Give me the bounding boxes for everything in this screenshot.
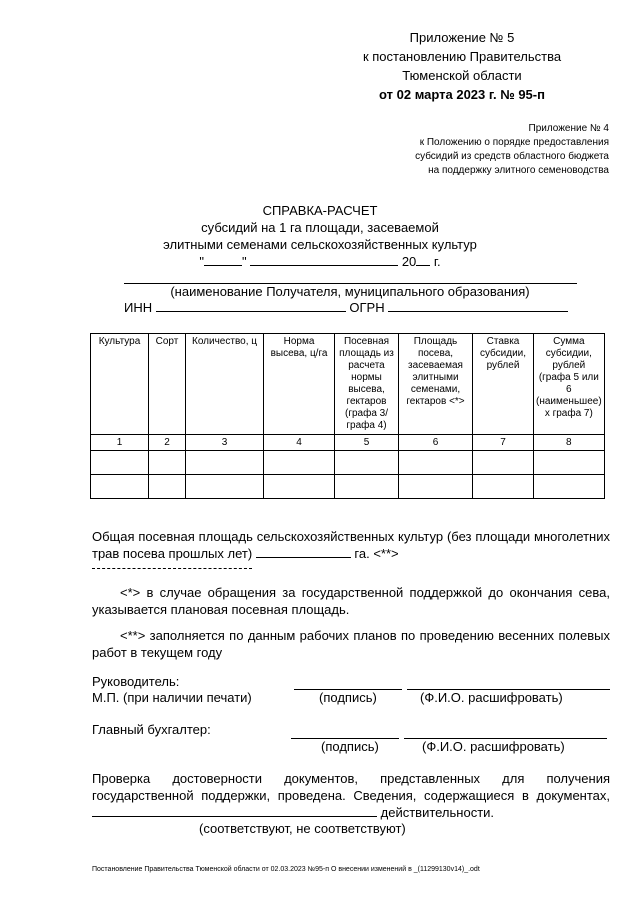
date-suffix: г. <box>433 254 441 269</box>
appendix-sub <box>309 122 609 178</box>
appendix-sub-line4: на поддержку элитного семеноводства <box>428 165 609 176</box>
head-sign-caption: (подпись) <box>319 690 377 705</box>
appendix-sub-line1: Приложение № 4 <box>528 123 609 134</box>
ogrn-label: ОГРН <box>349 300 385 315</box>
header-cell: Культура <box>91 334 149 435</box>
date-year-blank <box>416 253 430 266</box>
accountant-sign-caption: (подпись) <box>321 739 379 754</box>
title-line1: СПРАВКА-РАСЧЕТ <box>262 203 378 218</box>
title-line3: элитными семенами сельскохозяйственных культур <box>163 237 477 252</box>
column-number: 7 <box>473 435 534 451</box>
footnote-2: <**> заполняется по данным рабочих планов по проведению весенних полевых работ в текущем году <box>92 628 610 660</box>
head-name-caption: (Ф.И.О. расшифровать) <box>420 690 563 705</box>
page-footer: Постановление Правительства Тюменской области от 02.03.2023 №95-п О внесении изменений в _(11299130v14)_.odt <box>92 866 480 873</box>
title-date-line <box>0 253 640 270</box>
column-number: 4 <box>264 435 335 451</box>
total-area-unit: га. <**> <box>354 546 399 561</box>
table-header-row <box>91 334 605 435</box>
column-number: 6 <box>399 435 473 451</box>
calculation-table <box>90 333 605 499</box>
header-cell: Количество, ц <box>186 334 264 435</box>
appendix-sub-line3: субсидий из средств областного бюджета <box>415 151 609 162</box>
verification-paragraph <box>92 770 610 821</box>
accountant-name-caption: (Ф.И.О. расшифровать) <box>422 739 565 754</box>
total-area-paragraph <box>92 528 610 562</box>
table-cell <box>399 475 473 499</box>
table-cell <box>335 451 399 475</box>
header-cell: Посевная площадь из расчета нормы высева, гектаров (графа 3/ графа 4) <box>335 334 399 435</box>
document-title <box>0 202 640 270</box>
verification-text-end: действительности. <box>380 805 495 820</box>
total-area-text: Общая посевная площадь сельскохозяйственных культур (без площади многолетних трав посева прошлых лет) <box>92 529 610 561</box>
date-month-blank <box>250 253 398 266</box>
appendix-main-line1: Приложение № 5 <box>409 30 515 45</box>
appendix-sub-line2: к Положению о порядке предоставления <box>419 137 609 148</box>
ogrn-blank <box>388 299 568 312</box>
footnote-separator <box>92 568 252 569</box>
recipient-caption: (наименование Получателя, муниципального образования) <box>170 284 530 299</box>
appendix-main-line2: к постановлению Правительства <box>362 49 562 64</box>
verification-blank <box>92 804 377 817</box>
table-cell <box>335 475 399 499</box>
table-number-row <box>91 435 605 451</box>
table-row <box>91 475 605 499</box>
table-cell <box>264 475 335 499</box>
total-area-blank <box>256 545 351 558</box>
verification-text: Проверка достоверности документов, представленных для получения государственной поддержки, проведена. Сведения, содержащиеся в документах, <box>92 771 610 803</box>
footnote-1: <*> в случае обращения за государственной поддержкой до окончания сева, указывается плановая посевная площадь. <box>92 585 610 617</box>
stamp-label: М.П. (при наличии печати) <box>92 690 252 705</box>
header-cell: Сорт <box>149 334 186 435</box>
inn-label: ИНН <box>124 300 153 315</box>
table-cell <box>149 475 186 499</box>
column-number: 3 <box>186 435 264 451</box>
table-cell <box>91 475 149 499</box>
title-line2: субсидий на 1 га площади, засеваемой <box>201 220 439 235</box>
date-quote-open: " <box>199 254 204 269</box>
header-cell: Сумма субсидии, рублей (графа 5 или 6 (наименьшее) x графа 7) <box>534 334 605 435</box>
table-cell <box>534 451 605 475</box>
column-number: 1 <box>91 435 149 451</box>
appendix-main <box>332 28 592 104</box>
head-label: Руководитель: <box>92 674 180 689</box>
header-cell: Ставка субсидии, рублей <box>473 334 534 435</box>
table-cell <box>473 475 534 499</box>
table-cell <box>534 475 605 499</box>
column-number: 2 <box>149 435 186 451</box>
date-quote-close: " <box>241 254 247 269</box>
table-cell <box>149 451 186 475</box>
table-cell <box>264 451 335 475</box>
appendix-main-line4: от 02 марта 2023 г. № 95-п <box>379 87 545 102</box>
table-cell <box>91 451 149 475</box>
table-cell <box>399 451 473 475</box>
verification-caption: (соответствуют, не соответствуют) <box>199 821 406 836</box>
date-year: 20 <box>401 254 417 269</box>
date-day-blank <box>204 253 242 266</box>
appendix-main-line3: Тюменской области <box>402 68 522 83</box>
accountant-label: Главный бухгалтер: <box>92 722 211 737</box>
column-number: 8 <box>534 435 605 451</box>
table-cell <box>186 475 264 499</box>
header-cell: Площадь посева, засеваемая элитными семенами, гектаров <*> <box>399 334 473 435</box>
inn-blank <box>156 299 346 312</box>
inn-ogrn-line <box>124 299 568 315</box>
table-row <box>91 451 605 475</box>
header-cell: Норма высева, ц/га <box>264 334 335 435</box>
table-cell <box>186 451 264 475</box>
column-number: 5 <box>335 435 399 451</box>
table-cell <box>473 451 534 475</box>
